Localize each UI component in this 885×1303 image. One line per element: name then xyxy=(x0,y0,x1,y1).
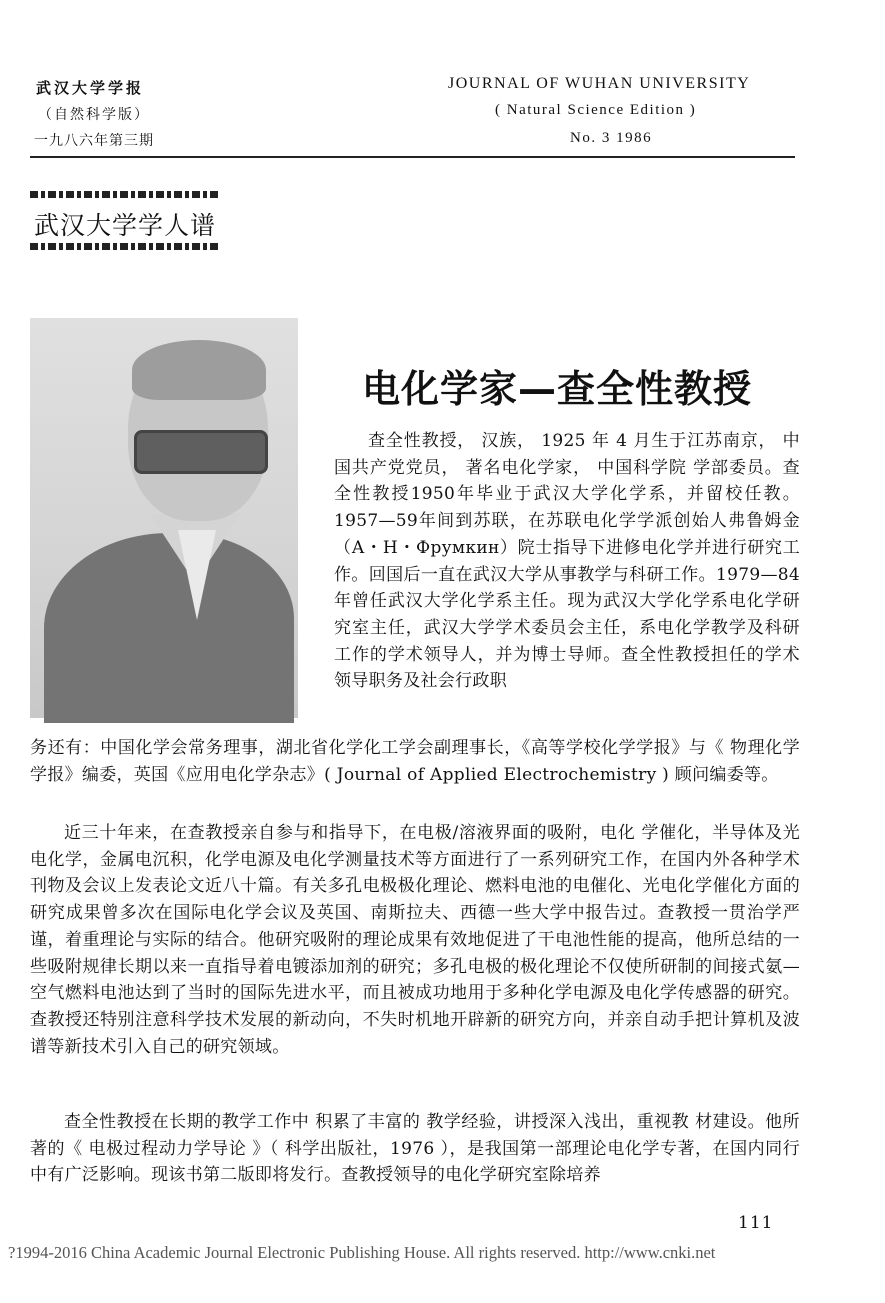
journal-title-en: JOURNAL OF WUHAN UNIVERSITY xyxy=(448,75,751,92)
journal-title-cn: 武汉大学学报 xyxy=(36,79,145,97)
paragraph-3: 查全性教授在长期的教学工作中 积累了丰富的 教学经验，讲授深入浅出，重视教 材建设。他所著的《 电极过程动力学导论 》（ 科学出版社，1976 ），是我国第一部理论电化学专著，在国内同行中有广泛影响。现该书第二版即将发行。查教授领导的电化学研究室除培养 xyxy=(30,1112,800,1186)
column-ornament-top xyxy=(30,191,218,198)
page-number: 111 xyxy=(738,1213,774,1233)
header-rule xyxy=(30,156,795,158)
portrait-photo xyxy=(30,318,298,718)
paragraph-2: 近三十年来，在查教授亲自参与和指导下，在电极/溶液界面的吸附，电化 学催化，半导体及光电化学，金属电沉积，化学电源及电化学测量技术等方面进行了一系列研究工作，在国内外各种学术刊物及会议上发表论文近八十篇。有关多孔电极极化理论、燃料电池的电催化、光电化学催化方面的研究成果曾多次在国际电化学会议及英国、南斯拉夫、西德一些大学中报告过。查教授一贯治学严谨，着重理论与实际的结合。他研究吸附的理论成果有效地促进了干电池性能的提高，他所总结的一些吸附规律长期以来一直指导着电镀添加剂的研究；多孔电极的极化理论不仅使所研制的间接式氨—空气燃料电池达到了当时的国际先进水平，而且被成功地用于多种化学电源及电化学传感器的研究。查教授还特别注意科学技术发展的新动向，不失时机地开辟新的研究方向，并亲自动手把计算机及波谱等新技术引入自己的研究领域。 xyxy=(30,823,800,1057)
paragraph-1-narrow: 查全性教授， 汉族， 1925 年 4 月生于江苏南京， 中国共产党党员， 著名电化学家， 中国科学院 学部委员。查全性教授1950年毕业于武汉大学化学系，并留校任教。1957—59年间到苏联，在苏联电化学学派创始人弗鲁姆金（А・Н・Фрумкин）院士指导下进修电化学并进行研究工作。回国后一直在武汉大学从事教学与科研工作。1979—84年曾任武汉大学化学系主任。现为武汉大学化学系电化学研究室主任，武汉大学学术委员会主任，系电化学教学及科研工作的学术领导人，并为博士导师。查全性教授担任的学术领导职务及社会行政职 xyxy=(334,431,800,692)
edition-cn: （自然科学版） xyxy=(38,107,150,123)
edition-en: ( Natural Science Edition ) xyxy=(495,102,697,118)
column-ornament-bottom xyxy=(30,243,218,250)
issue-cn: 一九八六年第三期 xyxy=(34,133,154,149)
paragraph-1-continued: 务还有：中国化学会常务理事，湖北省化学化工学会副理事长，《高等学校化学学报》与《 物理化学学报》编委，英国《应用电化学杂志》( Journal of Applied Electrochemistry ) 顾问编委等。 xyxy=(30,738,800,785)
article-title: 电化学家—查全性教授 xyxy=(362,367,753,411)
copyright-footer: ?1994-2016 China Academic Journal Electronic Publishing House. All rights reserved. http://www.cnki.net xyxy=(8,1243,716,1262)
issue-en: No. 3 1986 xyxy=(570,130,653,146)
column-title: 武汉大学学人谱 xyxy=(34,211,217,240)
